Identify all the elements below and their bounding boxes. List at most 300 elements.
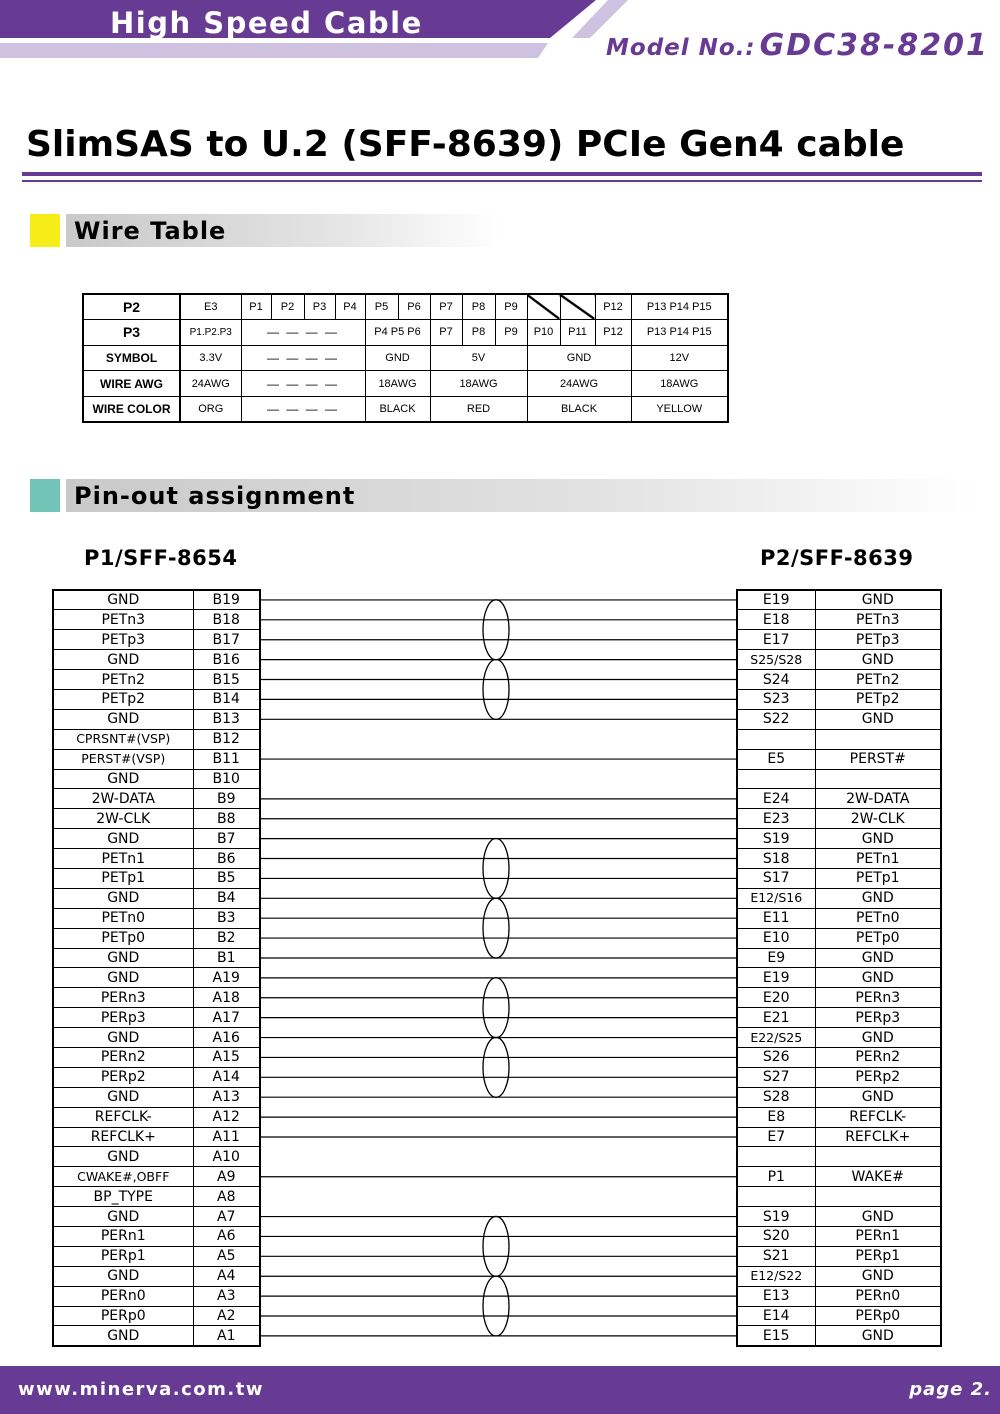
right-signal: REFCLK- [815, 1107, 941, 1127]
right-pin: S27 [737, 1067, 815, 1087]
twisted-pair-marker [483, 660, 509, 720]
cell: P6 [398, 294, 430, 320]
wire-row-p3 [83, 320, 728, 346]
left-pin: B9 [193, 789, 260, 809]
right-pin [737, 729, 815, 749]
cell: P2 [271, 294, 304, 320]
left-pin: A4 [193, 1266, 260, 1286]
right-signal: PETn2 [815, 670, 941, 690]
footer-bar [0, 1366, 1000, 1414]
left-pin-row [53, 1047, 260, 1067]
right-pin: E11 [737, 908, 815, 928]
cell: GND [365, 345, 430, 371]
cell: P9 [495, 294, 527, 320]
right-signal: PERn3 [815, 988, 941, 1008]
left-signal: PERn1 [53, 1227, 193, 1247]
wire-row-symbol [83, 345, 728, 371]
left-pin-row [53, 1107, 260, 1127]
left-pin-row [53, 968, 260, 988]
left-pin: A10 [193, 1147, 260, 1167]
left-pin-row [53, 988, 260, 1008]
left-pin-row [53, 908, 260, 928]
left-pin: A8 [193, 1187, 260, 1207]
right-signal: GND [815, 1266, 941, 1286]
cell: BLACK [527, 396, 631, 422]
right-signal: PERn0 [815, 1286, 941, 1306]
cell: 3.3V [180, 345, 241, 371]
cell: 18AWG [430, 371, 527, 397]
wire-table-marker [30, 214, 60, 247]
right-pin-row [737, 689, 941, 709]
left-signal: PETn0 [53, 908, 193, 928]
left-pin-row [53, 1087, 260, 1107]
cell: P7 [430, 320, 462, 346]
left-pin: B10 [193, 769, 260, 789]
twisted-pair-marker [483, 839, 509, 899]
left-pin: B11 [193, 749, 260, 769]
right-signal: PETn3 [815, 610, 941, 630]
left-pin: A14 [193, 1067, 260, 1087]
right-pin-row [737, 968, 941, 988]
left-pin-row [53, 1207, 260, 1227]
left-pin: A7 [193, 1207, 260, 1227]
left-pin: A3 [193, 1286, 260, 1306]
right-pin-row [737, 868, 941, 888]
right-pin: E24 [737, 789, 815, 809]
title-underline-thin [22, 180, 982, 182]
right-pin: S26 [737, 1047, 815, 1067]
right-pin: E9 [737, 948, 815, 968]
left-signal: GND [53, 769, 193, 789]
cell: — — — — [241, 371, 365, 397]
right-pin-row [737, 948, 941, 968]
left-signal: GND [53, 1087, 193, 1107]
left-pin-row [53, 1266, 260, 1286]
left-signal: PETn2 [53, 670, 193, 690]
left-pin-row [53, 849, 260, 869]
right-pin: E5 [737, 749, 815, 769]
twisted-pair-marker [483, 978, 509, 1038]
left-pin-row [53, 809, 260, 829]
left-signal: GND [53, 650, 193, 670]
left-pin: B19 [193, 590, 260, 610]
right-pin-row [737, 1187, 941, 1207]
right-pin: E23 [737, 809, 815, 829]
left-pin: B17 [193, 630, 260, 650]
left-pin-row [53, 888, 260, 908]
right-pin-row [737, 1107, 941, 1127]
page-title: SlimSAS to U.2 (SFF-8639) PCIe Gen4 cable [26, 124, 905, 165]
right-signal: PETp0 [815, 928, 941, 948]
cell: P1.P2.P3 [180, 320, 241, 346]
left-pin-row [53, 650, 260, 670]
right-signal [815, 769, 941, 789]
left-pin: A11 [193, 1127, 260, 1147]
left-signal: GND [53, 829, 193, 849]
right-signal: GND [815, 590, 941, 610]
left-pin: B15 [193, 670, 260, 690]
left-signal: 2W-CLK [53, 809, 193, 829]
left-signal: GND [53, 1028, 193, 1048]
right-pin: S24 [737, 670, 815, 690]
right-pin-row [737, 1047, 941, 1067]
left-signal: GND [53, 948, 193, 968]
right-signal: PETp3 [815, 630, 941, 650]
left-signal: 2W-DATA [53, 789, 193, 809]
wire-row-awg [83, 371, 728, 397]
title-underline [22, 172, 982, 176]
right-pin-row [737, 908, 941, 928]
left-pin-row [53, 1246, 260, 1266]
right-signal: PETn1 [815, 849, 941, 869]
right-pin-row [737, 928, 941, 948]
right-pin: E13 [737, 1286, 815, 1306]
left-pin: A1 [193, 1326, 260, 1346]
left-pin-row [53, 749, 260, 769]
right-pin-row [737, 988, 941, 1008]
left-pin: B7 [193, 829, 260, 849]
row-label: SYMBOL [83, 345, 180, 371]
left-pin-row [53, 610, 260, 630]
cell: P13 P14 P15 [631, 294, 728, 320]
left-signal: PETp1 [53, 868, 193, 888]
left-signal: PETp3 [53, 630, 193, 650]
right-pin: E22/S25 [737, 1028, 815, 1048]
right-signal: PERp2 [815, 1067, 941, 1087]
right-pin: E15 [737, 1326, 815, 1346]
left-signal: PETp2 [53, 689, 193, 709]
left-pin: B14 [193, 689, 260, 709]
right-pin-row [737, 1127, 941, 1147]
cell: P13 P14 P15 [631, 320, 728, 346]
left-pin-table [52, 589, 261, 1347]
right-pin: S23 [737, 689, 815, 709]
left-pin-row [53, 1187, 260, 1207]
right-pin: S18 [737, 849, 815, 869]
right-pin: P1 [737, 1167, 815, 1187]
right-signal: PETn0 [815, 908, 941, 928]
left-pin: A2 [193, 1306, 260, 1326]
left-signal: GND [53, 1147, 193, 1167]
right-pin-table [736, 589, 942, 1347]
cell: P12 [595, 320, 631, 346]
model-label: Model No.: [606, 35, 756, 61]
left-pin: A15 [193, 1047, 260, 1067]
row-label: WIRE COLOR [83, 396, 180, 422]
right-signal: GND [815, 650, 941, 670]
left-pin: B5 [193, 868, 260, 888]
right-signal: PERp3 [815, 1008, 941, 1028]
left-pin: B12 [193, 729, 260, 749]
left-signal: GND [53, 968, 193, 988]
left-signal: PERn3 [53, 988, 193, 1008]
cell: P12 [595, 294, 631, 320]
left-pin-row [53, 729, 260, 749]
left-connector-label: P1/SFF-8654 [84, 546, 238, 570]
cell: 18AWG [631, 371, 728, 397]
right-pin: E17 [737, 630, 815, 650]
left-signal: CWAKE#,OBFF [53, 1167, 193, 1187]
wire-table-title: Wire Table [74, 217, 227, 245]
left-signal: GND [53, 1326, 193, 1346]
left-signal: REFCLK- [53, 1107, 193, 1127]
right-pin-row [737, 729, 941, 749]
wire-table [82, 293, 729, 423]
left-pin-row [53, 948, 260, 968]
right-pin: E10 [737, 928, 815, 948]
left-pin-row [53, 1028, 260, 1048]
left-signal: PERn2 [53, 1047, 193, 1067]
left-signal: GND [53, 1266, 193, 1286]
right-pin-row [737, 1286, 941, 1306]
cell: — — — — [241, 320, 365, 346]
right-pin-row [737, 1167, 941, 1187]
cell: P4 P5 P6 [365, 320, 430, 346]
left-pin-row [53, 769, 260, 789]
right-pin-row [737, 829, 941, 849]
wire-row-color [83, 396, 728, 422]
row-label: P2 [83, 294, 180, 320]
right-pin-row [737, 650, 941, 670]
right-pin-row [737, 1227, 941, 1247]
wire-row-p2 [83, 294, 728, 320]
cell: P9 [495, 320, 527, 346]
left-pin-row [53, 1227, 260, 1247]
right-pin-row [737, 888, 941, 908]
cell: P8 [462, 294, 495, 320]
left-pin: B18 [193, 610, 260, 630]
left-pin-row [53, 590, 260, 610]
twisted-pair-marker [483, 1216, 509, 1276]
cell: P10 [527, 320, 560, 346]
right-signal: PERn1 [815, 1227, 941, 1247]
cell: P11 [560, 320, 595, 346]
left-signal: PERST#(VSP) [53, 749, 193, 769]
page-number: page 2. [909, 1379, 992, 1400]
cell: 12V [631, 345, 728, 371]
right-pin: E21 [737, 1008, 815, 1028]
left-pin-row [53, 1286, 260, 1306]
right-signal: GND [815, 948, 941, 968]
left-pin: A17 [193, 1008, 260, 1028]
row-label: WIRE AWG [83, 371, 180, 397]
right-pin-row [737, 789, 941, 809]
right-pin-row [737, 849, 941, 869]
left-pin-row [53, 1326, 260, 1346]
left-pin: A6 [193, 1227, 260, 1247]
right-pin-row [737, 1306, 941, 1326]
pinout-marker [30, 479, 60, 512]
right-signal: PETp2 [815, 689, 941, 709]
left-pin: B4 [193, 888, 260, 908]
right-pin [737, 1147, 815, 1167]
right-pin: S19 [737, 1207, 815, 1227]
right-pin: E12/S22 [737, 1266, 815, 1286]
right-signal: REFCLK+ [815, 1127, 941, 1147]
left-pin-row [53, 928, 260, 948]
right-pin-row [737, 809, 941, 829]
right-signal: PERp1 [815, 1246, 941, 1266]
right-signal: GND [815, 829, 941, 849]
right-pin-row [737, 1326, 941, 1346]
right-pin-row [737, 1067, 941, 1087]
left-signal: PERp1 [53, 1246, 193, 1266]
left-signal: PETn3 [53, 610, 193, 630]
right-pin-row [737, 1246, 941, 1266]
right-pin-row [737, 1087, 941, 1107]
left-signal: PERp0 [53, 1306, 193, 1326]
cell: ORG [180, 396, 241, 422]
cell: BLACK [365, 396, 430, 422]
right-pin-row [737, 1147, 941, 1167]
cell: 5V [430, 345, 527, 371]
header-brand: High Speed Cable [110, 6, 423, 40]
right-connector-label: P2/SFF-8639 [760, 546, 914, 570]
right-signal: PERST# [815, 749, 941, 769]
right-signal: GND [815, 1326, 941, 1346]
twisted-pair-marker [483, 600, 509, 660]
right-pin: S20 [737, 1227, 815, 1247]
right-pin: E14 [737, 1306, 815, 1326]
cell: P3 [304, 294, 335, 320]
right-signal: GND [815, 1087, 941, 1107]
left-pin: A5 [193, 1246, 260, 1266]
left-signal: PETn1 [53, 849, 193, 869]
cell: GND [527, 345, 631, 371]
left-pin-row [53, 789, 260, 809]
left-signal: REFCLK+ [53, 1127, 193, 1147]
cell: P4 [335, 294, 365, 320]
model-number [606, 28, 989, 63]
right-pin: E19 [737, 590, 815, 610]
cell: E3 [180, 294, 241, 320]
right-signal: PERn2 [815, 1047, 941, 1067]
right-pin-row [737, 709, 941, 729]
left-pin-row [53, 1306, 260, 1326]
left-signal: PETp0 [53, 928, 193, 948]
right-pin: E20 [737, 988, 815, 1008]
cell: 24AWG [527, 371, 631, 397]
cell: RED [430, 396, 527, 422]
right-pin-row [737, 1028, 941, 1048]
left-pin: B2 [193, 928, 260, 948]
right-pin-row [737, 670, 941, 690]
right-pin: S22 [737, 709, 815, 729]
cell: P1 [241, 294, 271, 320]
right-signal: PETp1 [815, 868, 941, 888]
left-pin-row [53, 1067, 260, 1087]
pinout-title: Pin-out assignment [74, 482, 356, 510]
left-pin: B6 [193, 849, 260, 869]
left-signal: PERn0 [53, 1286, 193, 1306]
left-pin-row [53, 1008, 260, 1028]
right-signal: GND [815, 709, 941, 729]
left-pin: B16 [193, 650, 260, 670]
right-signal: GND [815, 1207, 941, 1227]
right-signal: GND [815, 968, 941, 988]
left-pin-row [53, 689, 260, 709]
left-signal: CPRSNT#(VSP) [53, 729, 193, 749]
row-label: P3 [83, 320, 180, 346]
left-pin: A18 [193, 988, 260, 1008]
cell: P7 [430, 294, 462, 320]
cell: 24AWG [180, 371, 241, 397]
right-pin: S21 [737, 1246, 815, 1266]
left-pin: A16 [193, 1028, 260, 1048]
right-signal: GND [815, 888, 941, 908]
right-signal [815, 1187, 941, 1207]
cell: — — — — [241, 345, 365, 371]
left-pin: A12 [193, 1107, 260, 1127]
right-pin: S17 [737, 868, 815, 888]
model-value: GDC38-8201 [759, 28, 989, 63]
unused-cell [527, 294, 560, 320]
left-pin: A19 [193, 968, 260, 988]
left-signal: GND [53, 590, 193, 610]
cell: — — — — [241, 396, 365, 422]
left-signal: GND [53, 1207, 193, 1227]
right-pin: E12/S16 [737, 888, 815, 908]
left-signal: GND [53, 709, 193, 729]
right-signal: GND [815, 1028, 941, 1048]
left-pin-row [53, 670, 260, 690]
right-pin: E7 [737, 1127, 815, 1147]
right-pin: E19 [737, 968, 815, 988]
right-signal: WAKE# [815, 1167, 941, 1187]
left-signal: GND [53, 888, 193, 908]
right-pin-row [737, 1266, 941, 1286]
right-signal: 2W-DATA [815, 789, 941, 809]
right-pin-row [737, 1008, 941, 1028]
footer-url: www.minerva.com.tw [18, 1379, 264, 1400]
right-pin-row [737, 590, 941, 610]
left-pin-row [53, 1167, 260, 1187]
right-pin: S25/S28 [737, 650, 815, 670]
left-pin: A13 [193, 1087, 260, 1107]
right-pin: E18 [737, 610, 815, 630]
right-pin-row [737, 749, 941, 769]
left-pin-row [53, 1147, 260, 1167]
right-pin-row [737, 769, 941, 789]
left-signal: BP_TYPE [53, 1187, 193, 1207]
left-pin: B1 [193, 948, 260, 968]
right-signal [815, 1147, 941, 1167]
right-pin-row [737, 630, 941, 650]
left-signal: PERp2 [53, 1067, 193, 1087]
left-pin: B3 [193, 908, 260, 928]
right-signal: 2W-CLK [815, 809, 941, 829]
left-pin: B8 [193, 809, 260, 829]
twisted-pair-marker [483, 1037, 509, 1097]
left-signal: PERp3 [53, 1008, 193, 1028]
cell: 18AWG [365, 371, 430, 397]
right-pin [737, 1187, 815, 1207]
left-pin-row [53, 1127, 260, 1147]
right-pin [737, 769, 815, 789]
left-pin: B13 [193, 709, 260, 729]
right-pin-row [737, 1207, 941, 1227]
cell: P5 [365, 294, 398, 320]
left-pin-row [53, 709, 260, 729]
right-signal [815, 729, 941, 749]
twisted-pair-marker [483, 1276, 509, 1336]
left-pin-row [53, 630, 260, 650]
cell: YELLOW [631, 396, 728, 422]
twisted-pair-marker [483, 898, 509, 958]
right-signal: PERp0 [815, 1306, 941, 1326]
right-pin: S28 [737, 1087, 815, 1107]
right-pin: S19 [737, 829, 815, 849]
